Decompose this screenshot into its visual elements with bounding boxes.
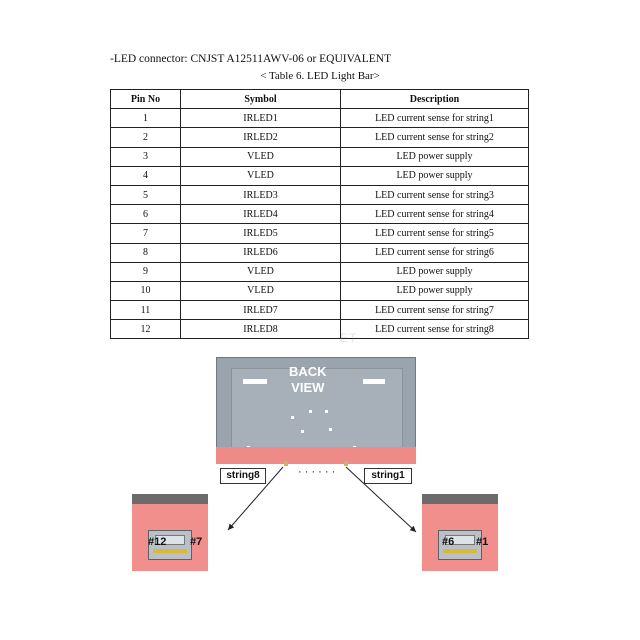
pin-6-label: #6 bbox=[442, 536, 455, 548]
string1-label: string1 bbox=[364, 468, 412, 484]
pin-no-cell: 2 bbox=[111, 128, 181, 147]
symbol-cell: IRLED7 bbox=[181, 301, 341, 320]
symbol-cell: VLED bbox=[181, 166, 341, 185]
pin-no-cell: 5 bbox=[111, 185, 181, 204]
pin-no-cell: 12 bbox=[111, 320, 181, 339]
description-cell: LED power supply bbox=[341, 262, 529, 281]
pin-no-cell: 6 bbox=[111, 205, 181, 224]
back-view-label: BACK VIEW bbox=[289, 364, 327, 395]
pin-no-cell: 10 bbox=[111, 281, 181, 300]
pin-no-cell: 9 bbox=[111, 262, 181, 281]
pin-no-cell: 7 bbox=[111, 224, 181, 243]
header-symbol: Symbol bbox=[181, 90, 341, 109]
description-cell: LED current sense for string4 bbox=[341, 205, 529, 224]
header-description: Description bbox=[341, 90, 529, 109]
string8-label: string8 bbox=[220, 468, 266, 484]
pin-no-cell: 11 bbox=[111, 301, 181, 320]
symbol-cell: IRLED1 bbox=[181, 109, 341, 128]
pin-no-cell: 3 bbox=[111, 147, 181, 166]
description-cell: LED current sense for string5 bbox=[341, 224, 529, 243]
symbol-cell: VLED bbox=[181, 262, 341, 281]
table-caption: < Table 6. LED Light Bar> bbox=[260, 70, 380, 82]
symbol-cell: VLED bbox=[181, 281, 341, 300]
header-pin-no: Pin No bbox=[111, 90, 181, 109]
right-connector-pins bbox=[443, 549, 477, 553]
symbol-cell: IRLED2 bbox=[181, 128, 341, 147]
symbol-cell: IRLED6 bbox=[181, 243, 341, 262]
zoom-right-frame-edge bbox=[422, 494, 498, 504]
pin-12-label: #12 bbox=[148, 536, 167, 548]
pin-no-cell: 4 bbox=[111, 166, 181, 185]
description-cell: LED power supply bbox=[341, 281, 529, 300]
description-cell: LED current sense for string6 bbox=[341, 243, 529, 262]
arrow-to-left-zoom bbox=[228, 467, 283, 530]
connector-spec-line: -LED connector: CNJST A12511AWV-06 or EQUIVALENT bbox=[110, 53, 392, 65]
zoom-left-connector bbox=[132, 494, 208, 571]
pin-7-label: #7 bbox=[190, 536, 203, 548]
description-cell: LED current sense for string2 bbox=[341, 128, 529, 147]
pin-1-label: #1 bbox=[476, 536, 489, 548]
zoom-left-frame-edge bbox=[132, 494, 208, 504]
description-cell: LED current sense for string1 bbox=[341, 109, 529, 128]
description-cell: LED power supply bbox=[341, 166, 529, 185]
symbol-cell: IRLED3 bbox=[181, 185, 341, 204]
description-cell: LED current sense for string7 bbox=[341, 301, 529, 320]
left-connector-pins bbox=[153, 549, 187, 553]
pin-no-cell: 8 bbox=[111, 243, 181, 262]
description-cell: LED current sense for string3 bbox=[341, 185, 529, 204]
watermark: ET bbox=[340, 331, 358, 345]
symbol-cell: IRLED8 bbox=[181, 320, 341, 339]
zoom-right-connector bbox=[422, 494, 498, 571]
pin-no-cell: 1 bbox=[111, 109, 181, 128]
description-cell: LED current sense for string8 bbox=[341, 320, 529, 339]
arrow-to-right-zoom bbox=[346, 467, 416, 532]
symbol-cell: IRLED5 bbox=[181, 224, 341, 243]
description-cell: LED power supply bbox=[341, 147, 529, 166]
ellipsis: · · · · · · bbox=[298, 466, 336, 478]
symbol-cell: VLED bbox=[181, 147, 341, 166]
symbol-cell: IRLED4 bbox=[181, 205, 341, 224]
